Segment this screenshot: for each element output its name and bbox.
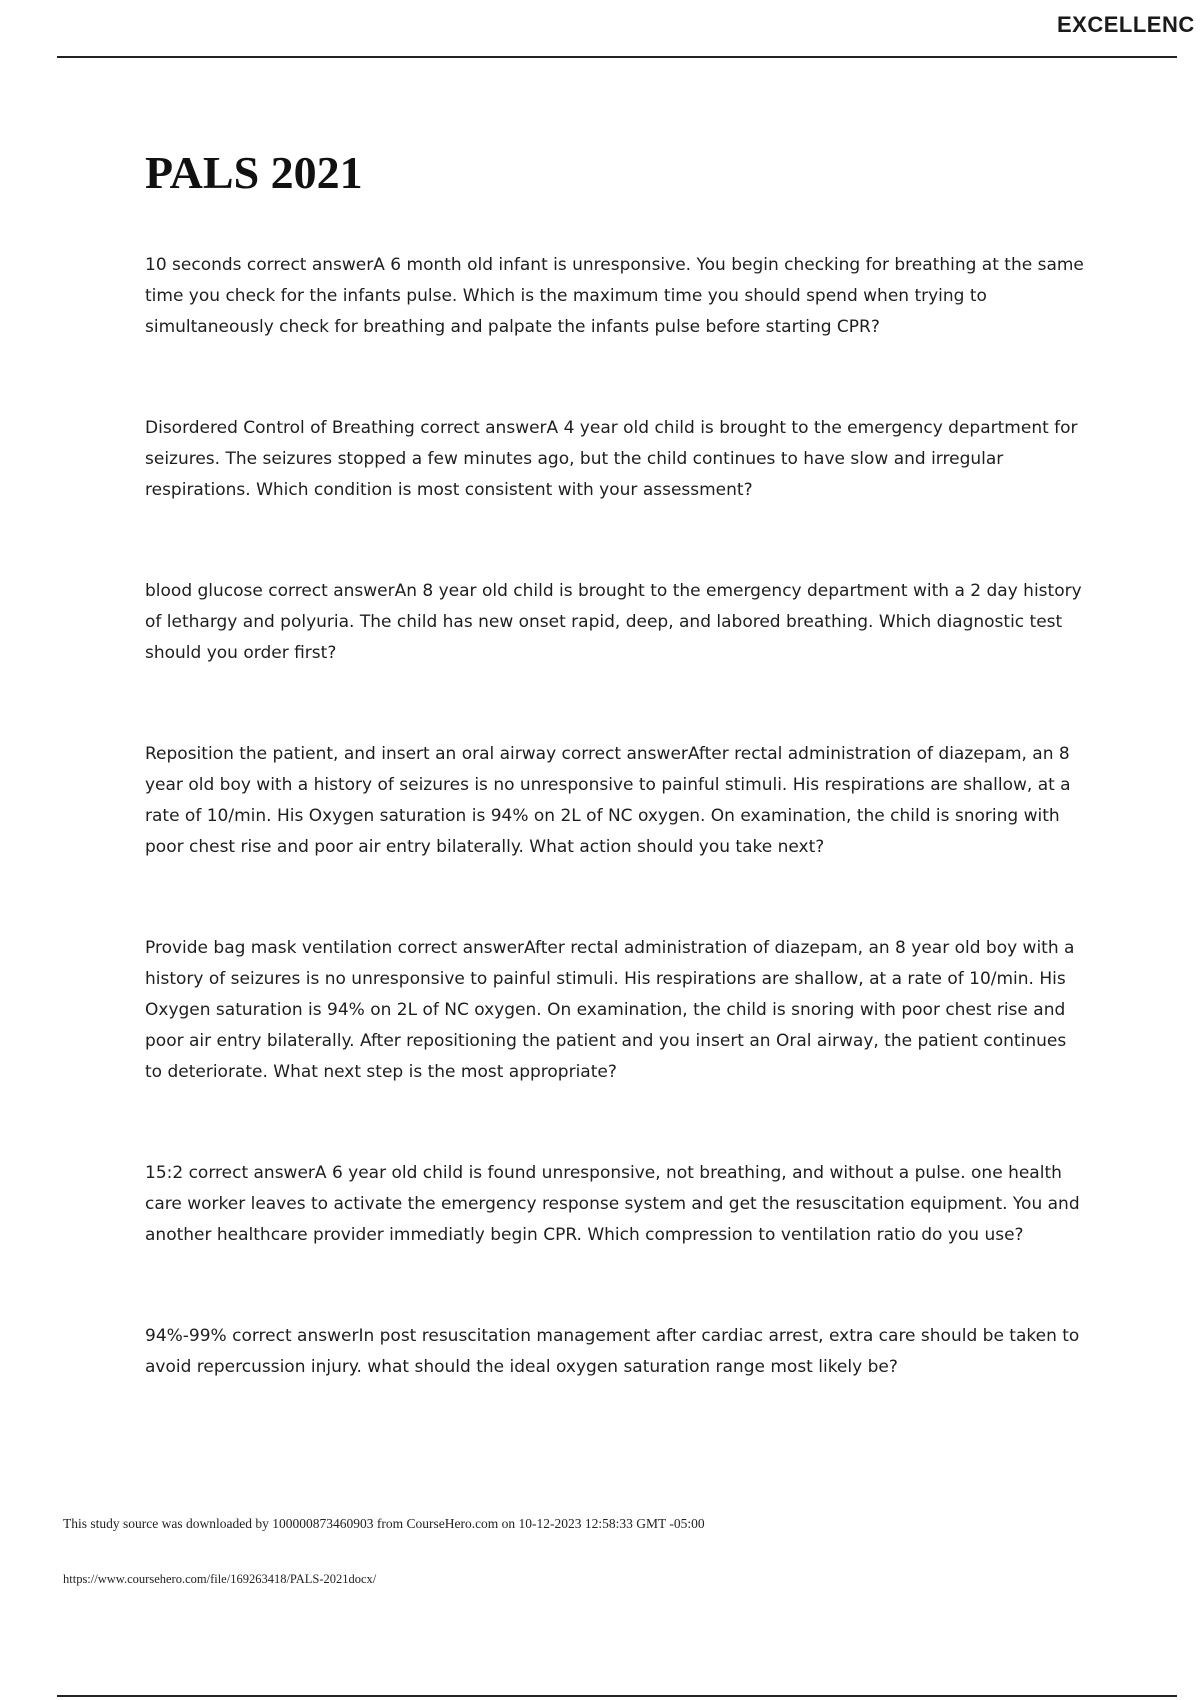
qa-item: blood glucose correct answerAn 8 year old child is brought to the emergency department with a 2 day history of lethargy and polyuria. The child has new onset rapid, deep, and labored breathing. Which diagnostic test should you order first? [145, 581, 1082, 663]
qa-item: 15:2 correct answerA 6 year old child is found unresponsive, not breathing, and without a pulse. one health care worker leaves to activate the emergency response system and get the resuscitation equipment. You and another healthcare provider immediatly begin CPR. Which compression to ventilation ratio do you use? [145, 1163, 1080, 1245]
qa-item: Reposition the patient, and insert an oral airway correct answerAfter rectal administration of diazepam, an 8 year old boy with a history of seizures is no unresponsive to painful stimuli. His respirations are shallow, at a rate of 10/min. His Oxygen saturation is 94% on 2L of NC oxygen. On examination, the child is snoring with poor chest rise and poor air entry bilaterally. What action should you take next? [145, 744, 1071, 857]
header-divider [57, 56, 1177, 58]
qa-item: Provide bag mask ventilation correct answerAfter rectal administration of diazepam, an 8 year old boy with a history of seizures is no unresponsive to painful stimuli. His respirations are shallow, at a rate of 10/min. His Oxygen saturation is 94% on 2L of NC oxygen. On examination, the child is snoring with poor chest rise and poor air entry bilaterally. After repositioning the patient and you insert an Oral airway, the patient continues to deteriorate. What next step is the most appropriate? [145, 938, 1075, 1082]
qa-item: 10 seconds correct answerA 6 month old infant is unresponsive. You begin checking for breathing at the same time you check for the infants pulse. Which is the maximum time you should spend when trying to simultaneously check for breathing and palpate the infants pulse before starting CPR? [145, 255, 1084, 337]
header-brand-text: EXCELLENC [1057, 12, 1195, 37]
footer-source-note: This study source was downloaded by 100000873460903 from CourseHero.com on 10-12-2023 12:58:33 GMT -05:00 [63, 1516, 705, 1531]
qa-item: 94%-99% correct answerIn post resuscitation management after cardiac arrest, extra care should be taken to avoid repercussion injury. what should the ideal oxygen saturation range most likely be? [145, 1326, 1080, 1377]
qa-item: Disordered Control of Breathing correct answerA 4 year old child is brought to the emergency department for seizures. The seizures stopped a few minutes ago, but the child continues to have slow and irregular respirations. Which condition is most consistent with your assessment? [145, 418, 1078, 500]
footer-divider [57, 1695, 1177, 1697]
footer-url: https://www.coursehero.com/file/169263418/PALS-2021docx/ [63, 1572, 377, 1586]
document-title: PALS 2021 [145, 147, 363, 198]
qa-list [145, 250, 1085, 1453]
